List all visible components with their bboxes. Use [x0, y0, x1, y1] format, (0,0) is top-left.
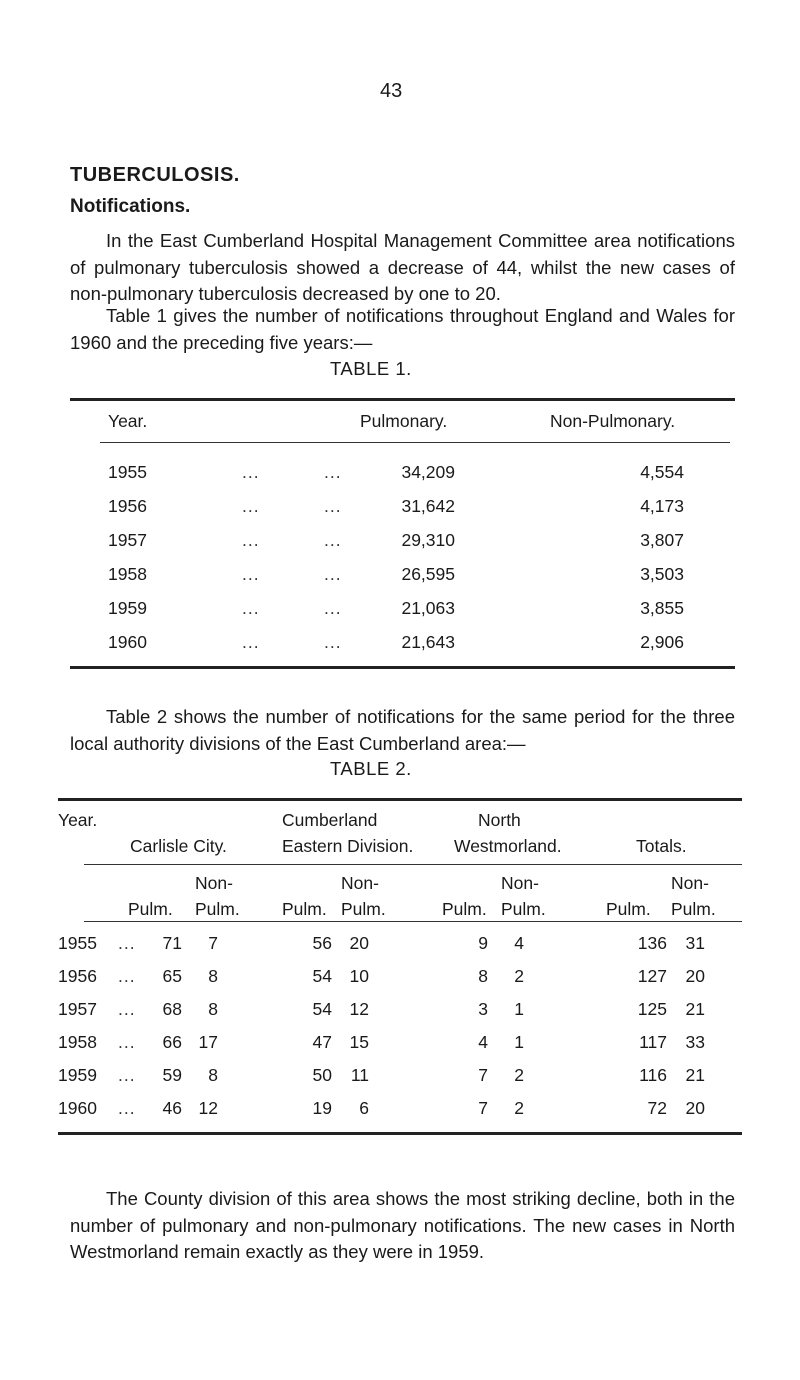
table2-cell: 20: [349, 933, 369, 953]
table2-cell: 56: [312, 933, 332, 953]
table2-cell: 68: [162, 999, 182, 1019]
table2-cell: 21: [685, 999, 705, 1019]
table2-leader: ...: [118, 1098, 136, 1118]
table2-subheader-pulm: Pulm.: [606, 899, 651, 919]
table2-cell: 4: [514, 933, 524, 953]
table2-leader: ...: [118, 933, 136, 953]
table2-cell: 12: [198, 1098, 218, 1118]
paragraph-intro: In the East Cumberland Hospital Management Committee area notifications of pulmonary tuberculosis showed a decrease of 44, whilst the new cases of non-pulmonary tuberculosis decreased by one to 20.: [70, 230, 735, 304]
table2-year: 1959: [58, 1065, 97, 1085]
table2-cell: 47: [312, 1032, 332, 1052]
table2-cell: 65: [162, 966, 182, 986]
table1-non-pulmonary: 4,173: [640, 496, 684, 516]
table2-cell: 71: [162, 933, 182, 953]
table1-top-rule: [70, 398, 735, 401]
table1-pulmonary: 21,063: [401, 598, 455, 618]
table2-group-north-line2: Westmorland.: [454, 836, 562, 856]
table1-leader: ...: [242, 530, 260, 550]
table2-year: 1955: [58, 933, 97, 953]
table2-subheader-non-line1: Non-: [341, 873, 379, 893]
table2-subheader-non-line2: Pulm.: [341, 899, 386, 919]
table2-cell: 125: [637, 999, 667, 1019]
table2-cell: 33: [685, 1032, 705, 1052]
table2-cell: 19: [312, 1098, 332, 1118]
table1-header-year: Year.: [108, 411, 148, 431]
table2-year: 1957: [58, 999, 97, 1019]
table2-cell: 127: [637, 966, 667, 986]
table1: [70, 398, 735, 678]
table1-pulmonary: 34,209: [401, 462, 455, 482]
table1-non-pulmonary: 3,807: [640, 530, 684, 550]
table2-leader: ...: [118, 999, 136, 1019]
table1-leader: ...: [324, 632, 342, 652]
table2: [58, 798, 742, 1118]
table1-leader: ...: [324, 530, 342, 550]
table2-header-year: Year.: [58, 810, 98, 830]
table1-bottom-rule: [70, 666, 735, 669]
table2-group-cumberland-line1: Cumberland: [282, 810, 378, 830]
table2-subheader-rule: [84, 921, 742, 922]
table1-leader: ...: [242, 496, 260, 516]
table2-cell: 9: [478, 933, 488, 953]
table2-subheader-non-line1: Non-: [671, 873, 709, 893]
table1-year: 1956: [108, 496, 147, 516]
table1-leader: ...: [324, 496, 342, 516]
table1-leader: ...: [242, 598, 260, 618]
table1-pulmonary: 21,643: [401, 632, 455, 652]
table2-cell: 59: [162, 1065, 182, 1085]
table2-subheader-non-line1: Non-: [501, 873, 539, 893]
table2-cell: 1: [514, 999, 524, 1019]
table2-cell: 117: [639, 1032, 667, 1052]
table2-top-rule: [58, 798, 742, 801]
table1-year: 1959: [108, 598, 147, 618]
table2-cell: 21: [685, 1065, 705, 1085]
table2-cell: 17: [198, 1032, 218, 1052]
table1-year: 1958: [108, 564, 147, 584]
table1-leader: ...: [324, 462, 342, 482]
table2-cell: 8: [478, 966, 488, 986]
table1-year: 1955: [108, 462, 147, 482]
table1-non-pulmonary: 4,554: [640, 462, 684, 482]
table2-cell: 46: [162, 1098, 182, 1118]
table2-cell: 54: [312, 966, 332, 986]
table2-cell: 20: [685, 966, 705, 986]
table2-cell: 8: [208, 1065, 218, 1085]
table2-subheader-non-line2: Pulm.: [501, 899, 546, 919]
table2-cell: 2: [514, 1065, 524, 1085]
table1-header-rule: [100, 442, 730, 443]
table2-group-cumberland-line2: Eastern Division.: [282, 836, 414, 856]
subsection-title: Notifications.: [70, 196, 191, 217]
paragraph-table1-intro: Table 1 gives the number of notifications throughout England and Wales for 1960 and the preceding five years:—: [70, 305, 735, 353]
table1-non-pulmonary: 2,906: [640, 632, 684, 652]
table2-cell: 11: [350, 1065, 369, 1085]
table2-cell: 4: [478, 1032, 488, 1052]
table2-subheader-pulm: Pulm.: [128, 899, 173, 919]
section-title: TUBERCULOSIS.: [70, 164, 240, 186]
table2-cell: 8: [208, 999, 218, 1019]
table2-subheader-non-line2: Pulm.: [671, 899, 716, 919]
table2-year: 1958: [58, 1032, 97, 1052]
table2-cell: 3: [478, 999, 488, 1019]
table2-leader: ...: [118, 1065, 136, 1085]
table2-cell: 31: [685, 933, 705, 953]
table1-pulmonary: 31,642: [401, 496, 455, 516]
table2-cell: 6: [359, 1098, 369, 1118]
table1-pulmonary: 26,595: [401, 564, 455, 584]
table2-cell: 15: [349, 1032, 369, 1052]
table1-caption: TABLE 1.: [330, 358, 412, 379]
table2-cell: 20: [685, 1098, 705, 1118]
table2-cell: 12: [349, 999, 369, 1019]
table2-subheader-non-line1: Non-: [195, 873, 233, 893]
table2-cell: 10: [349, 966, 369, 986]
table2-cell: 1: [514, 1032, 524, 1052]
paragraph-table2-intro: Table 2 shows the number of notifications for the same period for the three local authority divisions of the East Cumberland area:—: [70, 706, 735, 754]
table1-non-pulmonary: 3,503: [640, 564, 684, 584]
table1-non-pulmonary: 3,855: [640, 598, 684, 618]
table2-cell: 2: [514, 1098, 524, 1118]
table1-header-pulmonary: Pulmonary.: [360, 411, 448, 431]
table2-group-carlisle: Carlisle City.: [130, 836, 227, 856]
table2-group-totals: Totals.: [636, 836, 687, 856]
table1-year: 1960: [108, 632, 147, 652]
paragraph-conclusion: The County division of this area shows the most striking decline, both in the number of pulmonary and non-pulmonary notifications. The new cases in North Westmorland remain exactly as they were in 1959.: [70, 1188, 735, 1262]
table2-leader: ...: [118, 1032, 136, 1052]
table2-cell: 8: [208, 966, 218, 986]
table2-subheader-pulm: Pulm.: [442, 899, 487, 919]
table2-leader: ...: [118, 966, 136, 986]
table2-subheader-non-line2: Pulm.: [195, 899, 240, 919]
table2-year: 1960: [58, 1098, 97, 1118]
table2-cell: 50: [312, 1065, 332, 1085]
table1-leader: ...: [324, 598, 342, 618]
table2-group-north-line1: North: [478, 810, 521, 830]
table2-cell: 54: [312, 999, 332, 1019]
table2-cell: 7: [208, 933, 218, 953]
table2-cell: 66: [162, 1032, 182, 1052]
table2-cell: 72: [647, 1098, 667, 1118]
table1-leader: ...: [324, 564, 342, 584]
table2-bottom-rule: [58, 1132, 742, 1135]
table2-cell: 7: [478, 1098, 488, 1118]
table1-leader: ...: [242, 564, 260, 584]
table1-year: 1957: [108, 530, 147, 550]
page-number: 43: [380, 80, 403, 102]
table2-cell: 116: [639, 1065, 667, 1085]
table2-cell: 136: [637, 933, 667, 953]
table1-leader: ...: [242, 462, 260, 482]
table2-cell: 7: [478, 1065, 488, 1085]
table2-cell: 2: [514, 966, 524, 986]
table2-group-rule: [84, 864, 742, 865]
table2-caption: TABLE 2.: [330, 758, 412, 779]
table2-subheader-pulm: Pulm.: [282, 899, 327, 919]
table1-header-non-pulmonary: Non-Pulmonary.: [550, 411, 676, 431]
table1-pulmonary: 29,310: [401, 530, 455, 550]
table2-year: 1956: [58, 966, 97, 986]
table1-leader: ...: [242, 632, 260, 652]
